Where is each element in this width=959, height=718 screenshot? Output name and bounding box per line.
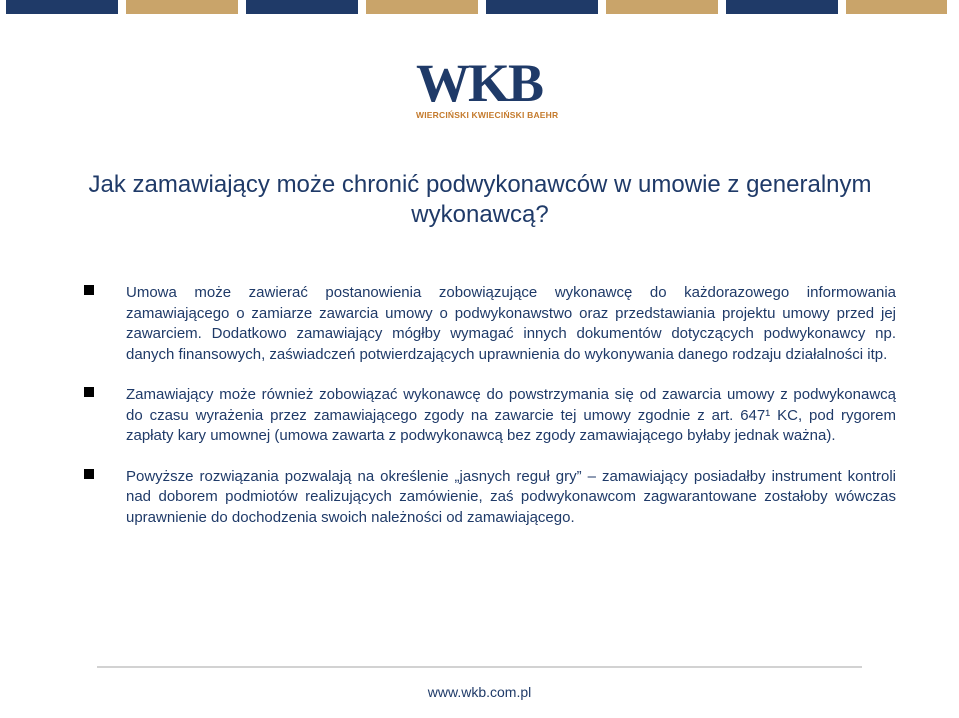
square-bullet-icon [84, 469, 94, 479]
bullet-item [84, 385, 896, 447]
square-bullet-icon [84, 387, 94, 397]
square-bullet-icon [84, 285, 94, 295]
band-segment [598, 0, 606, 14]
band-segment [126, 0, 238, 14]
bullet-item [84, 283, 896, 365]
band-segment [366, 0, 478, 14]
band-segment [358, 0, 366, 14]
band-segment [246, 0, 358, 14]
bullet-item [84, 467, 896, 529]
band-segment [118, 0, 126, 14]
band-segment [846, 0, 947, 14]
band-segment [726, 0, 838, 14]
footer-divider [97, 666, 862, 668]
slide-title: Jak zamawiający może chronić podwykonawców w umowie z generalnym wykonawcą? [88, 171, 872, 228]
band-segment [606, 0, 718, 14]
top-decorative-band [0, 0, 959, 14]
bullet-text: Powyższe rozwiązania pozwalają na określenie „jasnych reguł gry” – zamawiający posiadałby instrument kontroli nad doborem podmiotów realizujących zamówienie, zaś podwykonawcom zagwarantowane zostałoby wówczas uprawnienie do dochodzenia swoich należności od zamawiającego. [126, 467, 896, 526]
bullet-text: Umowa może zawierać postanowienia zobowiązujące wykonawcę do każdorazowego informowania zamawiającego o zamiarze zawarcia umowy o podwykonawstwo oraz przedstawiania projektu umowy przed jej zawarciem. Dodatkowo zamawiający mógłby wymagać innych dokumentów dotyczących podwykonawcy np. danych finansowych, zaświadczeń potwierdzających uprawnienia do wykonywania danego rodzaju działalności itp. [126, 284, 896, 363]
band-segment [718, 0, 726, 14]
band-segment [6, 0, 118, 14]
band-segment [838, 0, 846, 14]
company-logo [416, 53, 559, 122]
logo-subtitle: WIERCIŃSKI KWIECIŃSKI BAEHR [416, 110, 559, 120]
band-segment [486, 0, 598, 14]
band-segment [478, 0, 486, 14]
bullet-text: Zamawiający może również zobowiązać wykonawcę do powstrzymania się od zawarcia umowy z podwykonawcą do czasu wyrażenia przez zamawiającego zgody na zawarcie tej umowy zgodnie z art. 647¹ KC, pod rygorem zapłaty kary umownej (umowa zawarta z podwykonawcą bez zgody zamawiającego byłaby jednak ważna). [126, 386, 896, 444]
band-segment [238, 0, 246, 14]
logo-mark: WKB [416, 53, 543, 113]
footer-url[interactable]: www.wkb.com.pl [427, 684, 532, 700]
bullet-list [84, 283, 896, 548]
